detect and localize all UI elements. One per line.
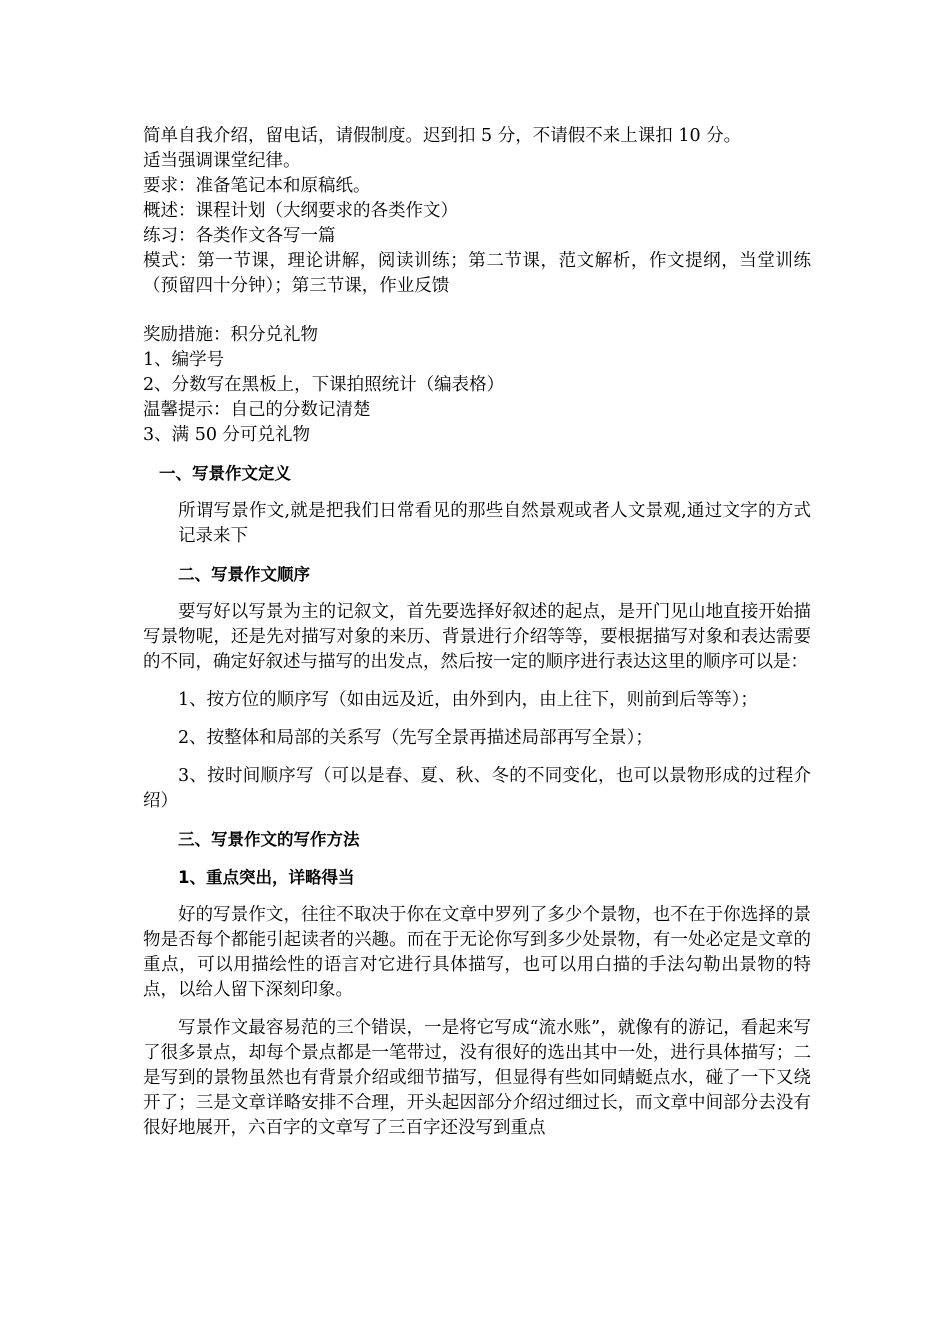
intro-line-4: 概述：课程计划（大纲要求的各类作文） [143, 201, 458, 221]
intro-block [143, 124, 811, 299]
rewards-line-1: 奖励措施：积分兑礼物 [143, 325, 318, 345]
intro-line-3: 要求：准备笔记本和原稿纸。 [143, 176, 371, 196]
intro-line-1: 简单自我介绍，留电话，请假制度。迟到扣 5 分，不请假不来上课扣 10 分。 [143, 126, 742, 146]
section1-heading: 一、写景作文定义 [159, 464, 291, 483]
section1-body: 所谓写景作文,就是把我们日常看见的那些自然景观或者人文景观,通过文字的方式记录来下 [178, 501, 811, 546]
rewards-line-2: 1、编学号 [143, 350, 225, 370]
section3-paragraph-2: 写景作文最容易范的三个错误，一是将它写成“流水账”，就像有的游记，看起来写了很多景点，却每个景点都是一笔带过，没有很好的选出其中一处，进行具体描写；二是写到的景物虽然也有背景介绍或细节描写，但显得有些如同蜻蜓点水，碰了一下又绕开了；三是文章详略安排不合理，开头起因部分介绍过细过长，而文章中间部分去没有很好地展开，六百字的文章写了三百字还没写到重点 [143, 1018, 811, 1138]
section2-item-1: 1、按方位的顺序写（如由远及近，由外到内，由上往下，则前到后等等）； [178, 690, 758, 710]
rewards-block [143, 323, 811, 448]
rewards-line-3: 2、分数写在黑板上，下课拍照统计（编表格） [143, 375, 505, 395]
section3-heading: 三、写景作文的写作方法 [178, 830, 360, 849]
rewards-line-5: 3、满 50 分可兑礼物 [143, 425, 311, 445]
section2-heading: 二、写景作文顺序 [178, 565, 310, 584]
section2-body: 要写好以写景为主的记叙文，首先要选择好叙述的起点，是开门见山地直接开始描写景物呢，还是先对描写对象的来历、背景进行介绍等等，要根据描写对象和表达需要的不同，确定好叙述与描写的出发点，然后按一定的顺序进行表达这里的顺序可以是： [143, 602, 811, 672]
intro-line-2: 适当强调课堂纪律。 [143, 151, 301, 171]
section3-subheading: 1、重点突出，详略得当 [178, 868, 355, 887]
intro-line-5: 练习：各类作文各写一篇 [143, 226, 336, 246]
intro-mode-paragraph: 模式：第一节课，理论讲解，阅读训练；第二节课，范文解析，作文提纲，当堂训练（预留四十分钟）；第三节课，作业反馈 [143, 251, 811, 296]
section2-item-2: 2、按整体和局部的关系写（先写全景再描述局部再写全景）； [178, 728, 653, 748]
section3-paragraph-1: 好的写景作文，往往不取决于你在文章中罗列了多少个景物，也不在于你选择的景物是否每个都能引起读者的兴趣。而在于无论你写到多少处景物，有一处必定是文章的重点，可以用描绘性的语言对它进行具体描写，也可以用白描的手法勾勒出景物的特点，以给人留下深刻印象。 [143, 905, 811, 1000]
document-page [143, 124, 811, 1141]
rewards-line-4: 温馨提示：自己的分数记清楚 [143, 400, 371, 420]
section2-item-3: 3、按时间顺序写（可以是春、夏、秋、冬的不同变化，也可以景物形成的过程介绍） [143, 766, 811, 811]
